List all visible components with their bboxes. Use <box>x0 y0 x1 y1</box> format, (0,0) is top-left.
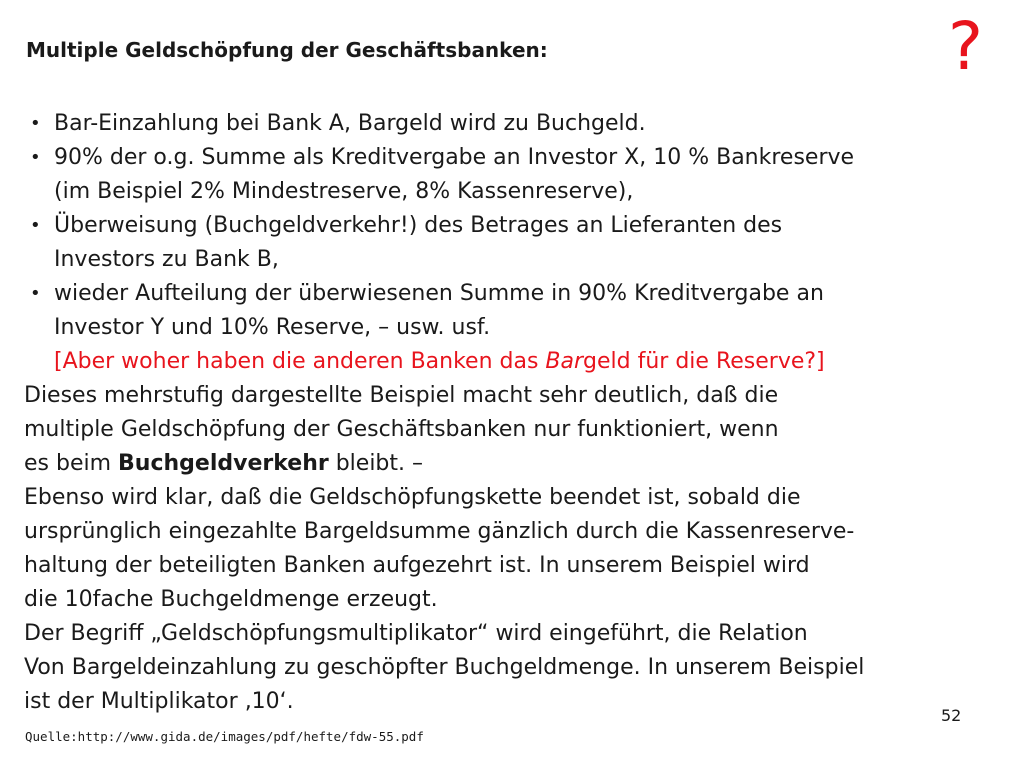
slide-body <box>24 107 1004 719</box>
bullet-text-continuation: Investor Y und 10% Reserve, – usw. usf. <box>54 315 491 340</box>
page-number: 52 <box>941 706 962 725</box>
paragraph-3 <box>24 617 1004 719</box>
question-mark-icon: ? <box>948 8 984 85</box>
paragraph-line <box>24 447 1004 481</box>
bullet-dot-icon: • <box>30 215 41 236</box>
red-note-after: geld für die Reserve?] <box>583 349 825 374</box>
paragraph-line: Von Bargeldeinzahlung zu geschöpfter Buchgeldmenge. In unserem Beispiel <box>24 655 865 680</box>
paragraph-line: multiple Geldschöpfung der Geschäftsbanken nur funktioniert, wenn <box>24 417 779 442</box>
paragraph-1 <box>24 379 1004 481</box>
bullet-dot-icon: • <box>30 147 41 168</box>
red-note-before: [Aber woher haben die anderen Banken das <box>54 349 546 374</box>
bullet-item <box>24 277 1004 345</box>
red-note-emphasis: Bar <box>545 349 584 374</box>
bullet-item <box>24 209 1004 277</box>
bullet-text: wieder Aufteilung der überwiesenen Summe in 90% Kreditvergabe an <box>54 281 824 306</box>
paragraph-line: Ebenso wird klar, daß die Geldschöpfungskette beendet ist, sobald die <box>24 485 801 510</box>
paragraph-line: Dieses mehrstufig dargestellte Beispiel macht sehr deutlich, daß die <box>24 383 779 408</box>
paragraph-line: ursprünglich eingezahlte Bargeldsumme gänzlich durch die Kassenreserve- <box>24 519 855 544</box>
slide-title: Multiple Geldschöpfung der Geschäftsbanken: <box>26 38 548 62</box>
bullet-text: 90% der o.g. Summe als Kreditvergabe an Investor X, 10 % Bankreserve <box>54 145 855 170</box>
paragraph-line: ist der Multiplikator ‚10‘. <box>24 689 294 714</box>
bullet-text: Überweisung (Buchgeldverkehr!) des Betrages an Lieferanten des <box>54 213 783 238</box>
bullet-text-continuation: (im Beispiel 2% Mindestreserve, 8% Kassenreserve), <box>54 179 634 204</box>
bullet-item <box>24 141 1004 209</box>
bold-term: Buchgeldverkehr <box>118 451 329 476</box>
source-citation: Quelle:http://www.gida.de/images/pdf/hefte/fdw-55.pdf <box>25 729 424 744</box>
bullet-text-continuation: Investors zu Bank B, <box>54 247 279 272</box>
bullet-dot-icon: • <box>30 113 41 134</box>
text-after-bold: bleibt. – <box>328 451 424 476</box>
paragraph-line: haltung der beteiligten Banken aufgezehrt ist. In unserem Beispiel wird <box>24 553 810 578</box>
paragraph-line: die 10fache Buchgeldmenge erzeugt. <box>24 587 438 612</box>
paragraph-2 <box>24 481 1004 617</box>
bullet-text: Bar-Einzahlung bei Bank A, Bargeld wird zu Buchgeld. <box>54 111 646 136</box>
bullet-dot-icon: • <box>30 283 41 304</box>
text-before-bold: es beim <box>24 451 119 476</box>
paragraph-line: Der Begriff „Geldschöpfungsmultiplikator“ wird eingeführt, die Relation <box>24 621 808 646</box>
red-note <box>24 345 1004 379</box>
bullet-item <box>24 107 1004 141</box>
